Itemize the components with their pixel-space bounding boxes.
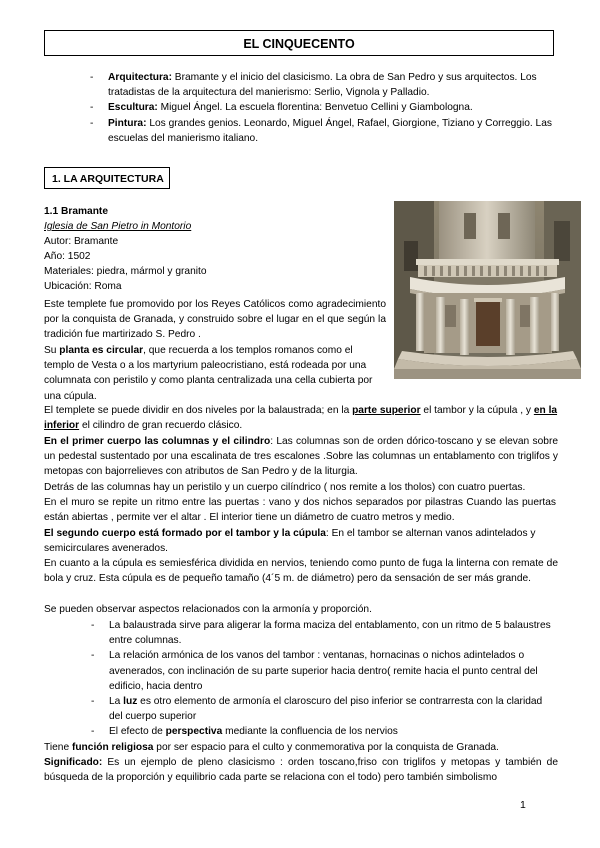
harmony-list [91, 618, 557, 740]
fact-year: Año: 1502 [44, 251, 91, 262]
intro-list [90, 70, 560, 146]
section-heading: 1. LA ARQUITECTURA [44, 167, 170, 189]
paragraph-dome: En cuanto a la cúpula es semiesférica dividida en nervios, teniendo como punto de fuga la linterna con remate de bola y cruz. Esta cúpula es de pequeño tamaño (4´5 m. de diámetro) pero da sensación de ser más grande. [44, 558, 558, 585]
intro-item-arquitectura: - Arquitectura: Bramante y el inicio del clasicismo. La obra de San Pedro y sus arquitectos. Los tratadistas de la arquitectura del manierismo: Serlio, Vignola y Palladio. [90, 70, 560, 100]
paragraph-peristyle: Detrás de las columnas hay un peristilo y un cuerpo cilíndrico ( nos remite a los tholos) con cuatro puertas. [44, 482, 526, 493]
paragraph-meaning: Significado: Es un ejemplo de pleno clasicismo : orden toscano,friso con triglifos y metopas y también de búsqueda de la proporción y equilibrio cada parte se relaciona con el todo) pero también simbolismo [44, 757, 558, 784]
tempietto-photo [394, 201, 581, 379]
fact-materials: Materiales: piedra, mármol y granito [44, 266, 207, 277]
paragraph-function: Tiene función religiosa por ser espacio para el culto y conmemorativa por la conquista de Granada. [44, 742, 499, 753]
work-title: Iglesia de San Pietro in Montorio [44, 221, 192, 232]
list-item: - La balaustrada sirve para aligerar la forma maciza del entablamento, con un ritmo de 5 balaustres entre columnas. [91, 618, 557, 648]
page-title: EL CINQUECENTO [44, 30, 554, 56]
subsection-heading: 1.1 Bramante [44, 206, 108, 217]
fact-author: Autor: Bramante [44, 236, 119, 247]
fact-location: Ubicación: Roma [44, 281, 122, 292]
list-item: - La luz es otro elemento de armonía el claroscuro del piso inferior se contrarresta con la claridad del cuerpo superior [91, 694, 557, 724]
paragraph-levels: El templete se puede dividir en dos niveles por la balaustrada; en la parte superior el tambor y la cúpula , y en la inferior el cilindro de gran recuerdo clásico. [44, 405, 558, 432]
paragraph-harmony: Se pueden observar aspectos relacionados con la armonía y proporción. [44, 604, 372, 615]
paragraph-promotion: Este templete fue promovido por los Reyes Católicos como agradecimiento por la conquista de Granada, y construido sobre el lugar en el que según la tradición fue martirizado S. Pedro . [44, 299, 386, 341]
intro-item-pintura: - Pintura: Los grandes genios. Leonardo, Miguel Ángel, Rafael, Giorgione, Tiziano y Correggio. Las escuelas del manierismo italiano. [90, 116, 560, 146]
paragraph-first-body: En el primer cuerpo las columnas y el cilindro: Las columnas son de orden dórico-toscano y se elevan sobre un pedestal sustentado por una escalinata de tres escalones .Sobre las columnas un entablamento con triglifos y metopas con bajorrelieves con atributos de San Pedro y de la liturgia. [44, 436, 559, 478]
list-item: - La relación armónica de los vanos del tambor : ventanas, hornacinas o nichos adintelados o avenerados, con inclinación de su parte superior hacia dentro( remite hacia el punto central del edificio, hacia dentro [91, 648, 557, 694]
paragraph-plan: Su planta es circular, que recuerda a los templos romanos como el templo de Vesta o a los martyrium paleocristiano, está rodeada por una columnata con peristilo y como planta centralizada una cella cubierta por una cúpula. [44, 345, 373, 402]
list-item: - El efecto de perspectiva mediante la confluencia de los nervios [91, 724, 557, 739]
paragraph-second-body: El segundo cuerpo está formado por el tambor y la cúpula: En el tambor se alternan vanos adintelados y semicirculares avenerados. [44, 528, 536, 555]
intro-item-escultura: - Escultura: Miguel Ángel. La escuela florentina: Benvetuo Cellini y Giambologna. [90, 100, 560, 115]
paragraph-wall: En el muro se repite un ritmo entre las puertas : vano y dos nichos separados por pilastras Cuando las puertas están abiertas , permite ver el altar . El interior tiene un diámetro de cuatro metros y medio. [44, 497, 556, 524]
page-number: 1 [520, 799, 526, 811]
